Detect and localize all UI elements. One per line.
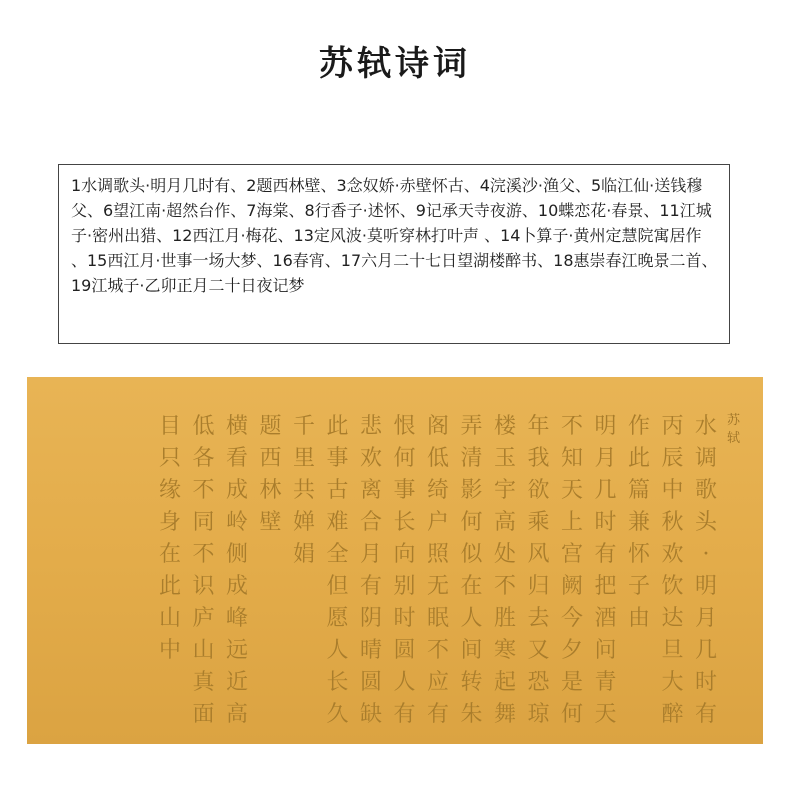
calligraphy-char: 琼: [527, 702, 550, 727]
page-title: 苏轼诗词: [319, 44, 471, 84]
calligraphy-char: 但: [326, 574, 349, 599]
calligraphy-char: 向: [393, 542, 416, 567]
calligraphy-char: 明: [594, 414, 617, 439]
calligraphy-char: 晴: [359, 638, 382, 663]
calligraphy-char: 看: [225, 446, 248, 471]
calligraphy-char: 庐: [192, 606, 215, 631]
calligraphy-column: [624, 411, 654, 635]
calligraphy-char: 子: [627, 574, 650, 599]
calligraphy-char: 把: [594, 574, 617, 599]
calligraphy-char: 何: [560, 702, 583, 727]
calligraphy-column: [356, 411, 386, 731]
calligraphy-char: 秋: [661, 510, 684, 535]
calligraphy-char: 缘: [158, 478, 181, 503]
calligraphy-char: 阴: [359, 606, 382, 631]
calligraphy-char: 上: [560, 510, 583, 535]
calligraphy-column: [457, 411, 487, 731]
calligraphy-char: 山: [192, 638, 215, 663]
calligraphy-column: [658, 411, 688, 731]
calligraphy-char: 圆: [393, 638, 416, 663]
calligraphy-char: 同: [192, 510, 215, 535]
calligraphy-char: 面: [192, 702, 215, 727]
calligraphy-char: 是: [560, 670, 583, 695]
calligraphy-char: 影: [460, 478, 483, 503]
calligraphy-char: 醉: [661, 702, 684, 727]
calligraphy-char: 间: [460, 638, 483, 663]
table-of-contents: 1水调歌头·明月几时有、2题西林壁、3念奴娇·赤壁怀古、4浣溪沙·渔父、5临江仙·送钱穆父、6望江南·超然台作、7海棠、8行香子·述怀、9记承天寺夜游、10蝶恋花·春景、11江城子·密州出猎、12西江月·梅花、13定风波·莫听穿林打叶声 、14卜算子·黄州定慧院寓居作 、15西江月·世事一场大梦、16春宵、17六月二十七日望湖楼醉书、18惠崇春江晚景二首、19江城子·乙卯正月二十日夜记梦: [58, 164, 730, 344]
calligraphy-char: 时: [594, 510, 617, 535]
calligraphy-char: 横: [225, 414, 248, 439]
calligraphy-char: 有: [594, 542, 617, 567]
calligraphy-char: 高: [493, 510, 516, 535]
calligraphy-char: 明: [694, 574, 717, 599]
calligraphy-char: 何: [393, 446, 416, 471]
calligraphy-char: 水: [694, 414, 717, 439]
calligraphy-char: 里: [292, 446, 315, 471]
calligraphy-char: 娟: [292, 542, 315, 567]
calligraphy-char: 几: [594, 478, 617, 503]
calligraphy-char: 山: [158, 606, 181, 631]
calligraphy-char: 月: [594, 446, 617, 471]
calligraphy-column: [390, 411, 420, 731]
calligraphy-char: 识: [192, 574, 215, 599]
calligraphy-char: 时: [393, 606, 416, 631]
calligraphy-scroll: [27, 377, 763, 744]
calligraphy-char: 由: [627, 606, 650, 631]
calligraphy-char: 不: [560, 414, 583, 439]
calligraphy-char: 有: [359, 574, 382, 599]
calligraphy-char: 千: [292, 414, 315, 439]
calligraphy-char: 处: [493, 542, 516, 567]
calligraphy-char: 成: [225, 574, 248, 599]
calligraphy-char: 起: [493, 670, 516, 695]
calligraphy-char: 怀: [627, 542, 650, 567]
calligraphy-char: 只: [158, 446, 181, 471]
calligraphy-char: 人: [460, 606, 483, 631]
calligraphy-char: 眠: [426, 606, 449, 631]
calligraphy-char: 在: [460, 574, 483, 599]
calligraphy-column: [323, 411, 353, 731]
calligraphy-char: 时: [694, 670, 717, 695]
calligraphy-char: 共: [292, 478, 315, 503]
calligraphy-char: 今: [560, 606, 583, 631]
calligraphy-char: 侧: [225, 542, 248, 567]
calligraphy-char: 风: [527, 542, 550, 567]
calligraphy-char: 此: [158, 574, 181, 599]
calligraphy-char: 去: [527, 606, 550, 631]
calligraphy-char: 宇: [493, 478, 516, 503]
calligraphy-char: 清: [460, 446, 483, 471]
calligraphy-char: 户: [426, 510, 449, 535]
calligraphy-column: [423, 411, 453, 731]
calligraphy-char: 各: [192, 446, 215, 471]
calligraphy-char: 悲: [359, 414, 382, 439]
calligraphy-char: 酒: [594, 606, 617, 631]
calligraphy-char: 不: [426, 638, 449, 663]
calligraphy-char: 年: [527, 414, 550, 439]
calligraphy-column: [189, 411, 219, 731]
calligraphy-char: 头: [694, 510, 717, 535]
calligraphy-char: 丙: [661, 414, 684, 439]
calligraphy-column: [524, 411, 554, 731]
calligraphy-char: 全: [326, 542, 349, 567]
calligraphy-char: 天: [594, 702, 617, 727]
calligraphy-column: [256, 411, 286, 539]
calligraphy-char: 西: [259, 446, 282, 471]
calligraphy-char: 身: [158, 510, 181, 535]
calligraphy-char: 中: [158, 638, 181, 663]
calligraphy-char: 欢: [359, 446, 382, 471]
calligraphy-char: 壁: [259, 510, 282, 535]
calligraphy-char: 长: [393, 510, 416, 535]
calligraphy-char: 我: [527, 446, 550, 471]
calligraphy-char: 峰: [225, 606, 248, 631]
calligraphy-column: [490, 411, 520, 731]
calligraphy-char: 舞: [493, 702, 516, 727]
calligraphy-column: [591, 411, 621, 731]
signature-char: 苏: [727, 413, 741, 428]
calligraphy-char: 恨: [393, 414, 416, 439]
calligraphy-char: 宫: [560, 542, 583, 567]
calligraphy-char: 青: [594, 670, 617, 695]
calligraphy-char: 久: [326, 702, 349, 727]
calligraphy-char: 应: [426, 670, 449, 695]
calligraphy-char: 成: [225, 478, 248, 503]
calligraphy-char: 旦: [661, 638, 684, 663]
calligraphy-char: 合: [359, 510, 382, 535]
calligraphy-char: 不: [192, 542, 215, 567]
calligraphy-char: 转: [460, 670, 483, 695]
calligraphy-char: 此: [326, 414, 349, 439]
calligraphy-char: 照: [426, 542, 449, 567]
calligraphy-char: 绮: [426, 478, 449, 503]
calligraphy-char: 弄: [460, 414, 483, 439]
calligraphy-char: 此: [627, 446, 650, 471]
calligraphy-char: 又: [527, 638, 550, 663]
calligraphy-char: 阙: [560, 574, 583, 599]
calligraphy-char: 中: [661, 478, 684, 503]
calligraphy-char: 兼: [627, 510, 650, 535]
calligraphy-char: 夕: [560, 638, 583, 663]
calligraphy-char: 有: [393, 702, 416, 727]
calligraphy-char: 玉: [493, 446, 516, 471]
calligraphy-char: 歌: [694, 478, 717, 503]
calligraphy-char: 大: [661, 670, 684, 695]
calligraphy-char: 达: [661, 606, 684, 631]
calligraphy-char: 作: [627, 414, 650, 439]
calligraphy-char: 愿: [326, 606, 349, 631]
calligraphy-char: 几: [694, 638, 717, 663]
calligraphy-char: 离: [359, 478, 382, 503]
calligraphy-char: 调: [694, 446, 717, 471]
calligraphy-char: 高: [225, 702, 248, 727]
calligraphy-char: 婵: [292, 510, 315, 535]
calligraphy-char: 月: [694, 606, 717, 631]
calligraphy-char: 有: [426, 702, 449, 727]
calligraphy-char: 真: [192, 670, 215, 695]
calligraphy-char: 归: [527, 574, 550, 599]
calligraphy-column: [691, 411, 721, 731]
calligraphy-char: 似: [460, 542, 483, 567]
calligraphy-char: 不: [192, 478, 215, 503]
calligraphy-char: 欲: [527, 478, 550, 503]
calligraphy-char: 恐: [527, 670, 550, 695]
calligraphy-column: [222, 411, 252, 731]
signature: [727, 409, 740, 445]
calligraphy-char: 缺: [359, 702, 382, 727]
calligraphy-char: 近: [225, 670, 248, 695]
calligraphy-char: 知: [560, 446, 583, 471]
calligraphy-column: [289, 411, 319, 571]
calligraphy-char: 目: [158, 414, 181, 439]
calligraphy-char: 低: [426, 446, 449, 471]
calligraphy-char: 饮: [661, 574, 684, 599]
calligraphy-char: 古: [326, 478, 349, 503]
calligraphy-char: 阁: [426, 414, 449, 439]
calligraphy-char: 别: [393, 574, 416, 599]
calligraphy-char: 楼: [493, 414, 516, 439]
calligraphy-char: 月: [359, 542, 382, 567]
calligraphy-char: 远: [225, 638, 248, 663]
calligraphy-char: 乘: [527, 510, 550, 535]
calligraphy-char: 事: [393, 478, 416, 503]
calligraphy-char: 人: [326, 638, 349, 663]
signature-char: 轼: [727, 431, 741, 446]
calligraphy-char: 圆: [359, 670, 382, 695]
calligraphy-char: 题: [259, 414, 282, 439]
calligraphy-char: 何: [460, 510, 483, 535]
calligraphy-char: 林: [259, 478, 282, 503]
calligraphy-char: 难: [326, 510, 349, 535]
calligraphy-char: 人: [393, 670, 416, 695]
calligraphy-column: [155, 411, 185, 667]
calligraphy-char: 篇: [627, 478, 650, 503]
calligraphy-char: 有: [694, 702, 717, 727]
calligraphy-char: 事: [326, 446, 349, 471]
calligraphy-char: 不: [493, 574, 516, 599]
calligraphy-column: [557, 411, 587, 731]
calligraphy-char: 朱: [460, 702, 483, 727]
calligraphy-char: 辰: [661, 446, 684, 471]
calligraphy-char: 问: [594, 638, 617, 663]
calligraphy-char: 欢: [661, 542, 684, 567]
calligraphy-char: 长: [326, 670, 349, 695]
calligraphy-char: ·: [702, 542, 710, 567]
calligraphy-char: 岭: [225, 510, 248, 535]
calligraphy-char: 低: [192, 414, 215, 439]
calligraphy-char: 在: [158, 542, 181, 567]
calligraphy-char: 寒: [493, 638, 516, 663]
calligraphy-char: 无: [426, 574, 449, 599]
calligraphy-char: 天: [560, 478, 583, 503]
calligraphy-char: 胜: [493, 606, 516, 631]
